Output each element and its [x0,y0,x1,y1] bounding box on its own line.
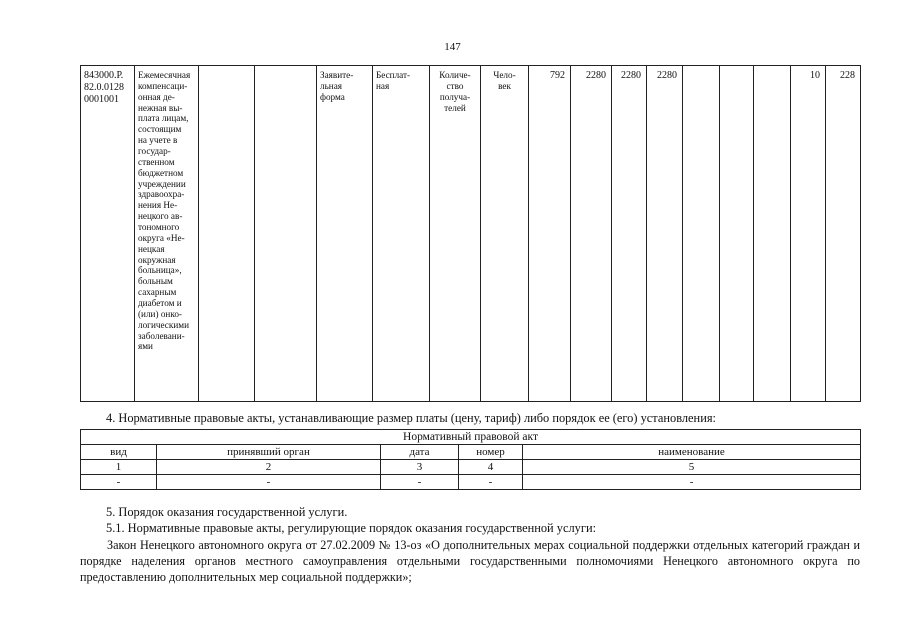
section-4-heading: 4. Нормативные правовые акты, устанавливающие размер платы (цену, тариф) либо порядок ее (его) установления: [106,411,716,425]
law-reference-paragraph: Закон Ненецкого автономного округа от 27.02.2009 № 13-оз «О дополнительных мерах социальной поддержки отдельных категорий граждан и порядке наделения органов местного самоуправления отдельными государственными полномочиями Ненецкого автономного округа по предоставлению дополнительных мер социальной поддержки»; [80,538,860,584]
column-header: вид [81,445,157,460]
description-line: бюджетном [138,167,184,178]
empty-cell [255,66,317,402]
column-number: 4 [459,460,523,475]
description-line: тономного [138,222,180,233]
table-title: Нормативный правовой акт [81,430,861,445]
column-header: номер [459,445,523,460]
description-line: нения Не- [138,200,178,211]
unit-cell [481,66,529,402]
table-row [81,475,861,490]
column-header: дата [381,445,459,460]
description-line: онная де- [138,91,175,102]
description-line: округа «Не- [138,232,185,243]
description-line: плата лицам, [138,113,189,124]
table-row [81,66,861,402]
value-cell: 2280 [571,66,612,402]
deviation-percent-cell: 10 [791,66,826,402]
service-code-line: 82.0.0128 [84,82,124,93]
description-line: учреждении [138,178,186,189]
unit-line: Чело- [493,70,516,80]
description-line: диабетом и [138,298,182,309]
column-number: 1 [81,460,157,475]
form-line: форма [320,91,345,102]
okei-code-cell: 792 [529,66,571,402]
table-cell: - [459,475,523,490]
description-line: окружная [138,254,176,265]
table-row [81,460,861,475]
description-line: ями [138,341,153,352]
form-line: льная [320,80,342,91]
table-cell: - [157,475,381,490]
description-line: состоящим [138,124,182,135]
service-volume-table [80,65,861,402]
empty-cell [754,66,791,402]
deviation-absolute-cell: 228 [826,66,861,402]
indicator-cell [430,66,481,402]
empty-cell [720,66,754,402]
column-header: принявший орган [157,445,381,460]
description-line: сахарным [138,287,177,298]
column-number: 5 [523,460,861,475]
payment-line: Бесплат- [376,70,411,80]
table-header-row [81,445,861,460]
empty-cell [683,66,720,402]
service-code-line: 843000.Р. [84,70,124,81]
value-cell: 2280 [612,66,647,402]
unit-line: век [498,80,511,91]
form-line: Заявите- [320,70,354,80]
payment-type-cell [373,66,430,402]
value-cell: 2280 [647,66,683,402]
empty-cell [199,66,255,402]
section-5-heading: 5. Порядок оказания государственной услуги. [106,505,348,519]
column-header: наименование [523,445,861,460]
table-cell: - [81,475,157,490]
form-cell [317,66,373,402]
indicator-line: телей [444,102,466,113]
description-line: больница», [138,265,182,276]
page-number: 147 [444,41,461,53]
description-line: Ежемесячная [138,70,191,80]
description-line: (или) онко- [138,308,182,319]
service-code-cell [81,66,135,402]
description-line: компенсаци- [138,80,188,91]
service-description-cell [135,66,199,402]
payment-line: ная [376,80,390,91]
column-number: 2 [157,460,381,475]
description-line: больным [138,276,173,287]
normative-acts-table [80,429,861,490]
indicator-line: ство [446,80,464,91]
indicator-line: получа- [439,91,471,102]
service-code-line: 0001001 [84,94,119,105]
description-line: логическими [138,319,189,330]
description-line: здравоохра- [138,189,185,200]
description-line: государ- [138,146,171,157]
table-cell: - [523,475,861,490]
description-line: нецкая [138,243,165,254]
description-line: нежная вы- [138,102,183,113]
description-line: ственном [138,156,175,167]
description-line: заболевани- [138,330,185,341]
section-5-1-heading: 5.1. Нормативные правовые акты, регулирующие порядок оказания государственной услуги: [106,521,597,535]
indicator-line: Количе- [439,70,471,80]
table-cell: - [381,475,459,490]
description-line: на учете в [138,135,178,146]
table-row [81,430,861,445]
column-number: 3 [381,460,459,475]
description-line: нецкого ав- [138,211,183,222]
